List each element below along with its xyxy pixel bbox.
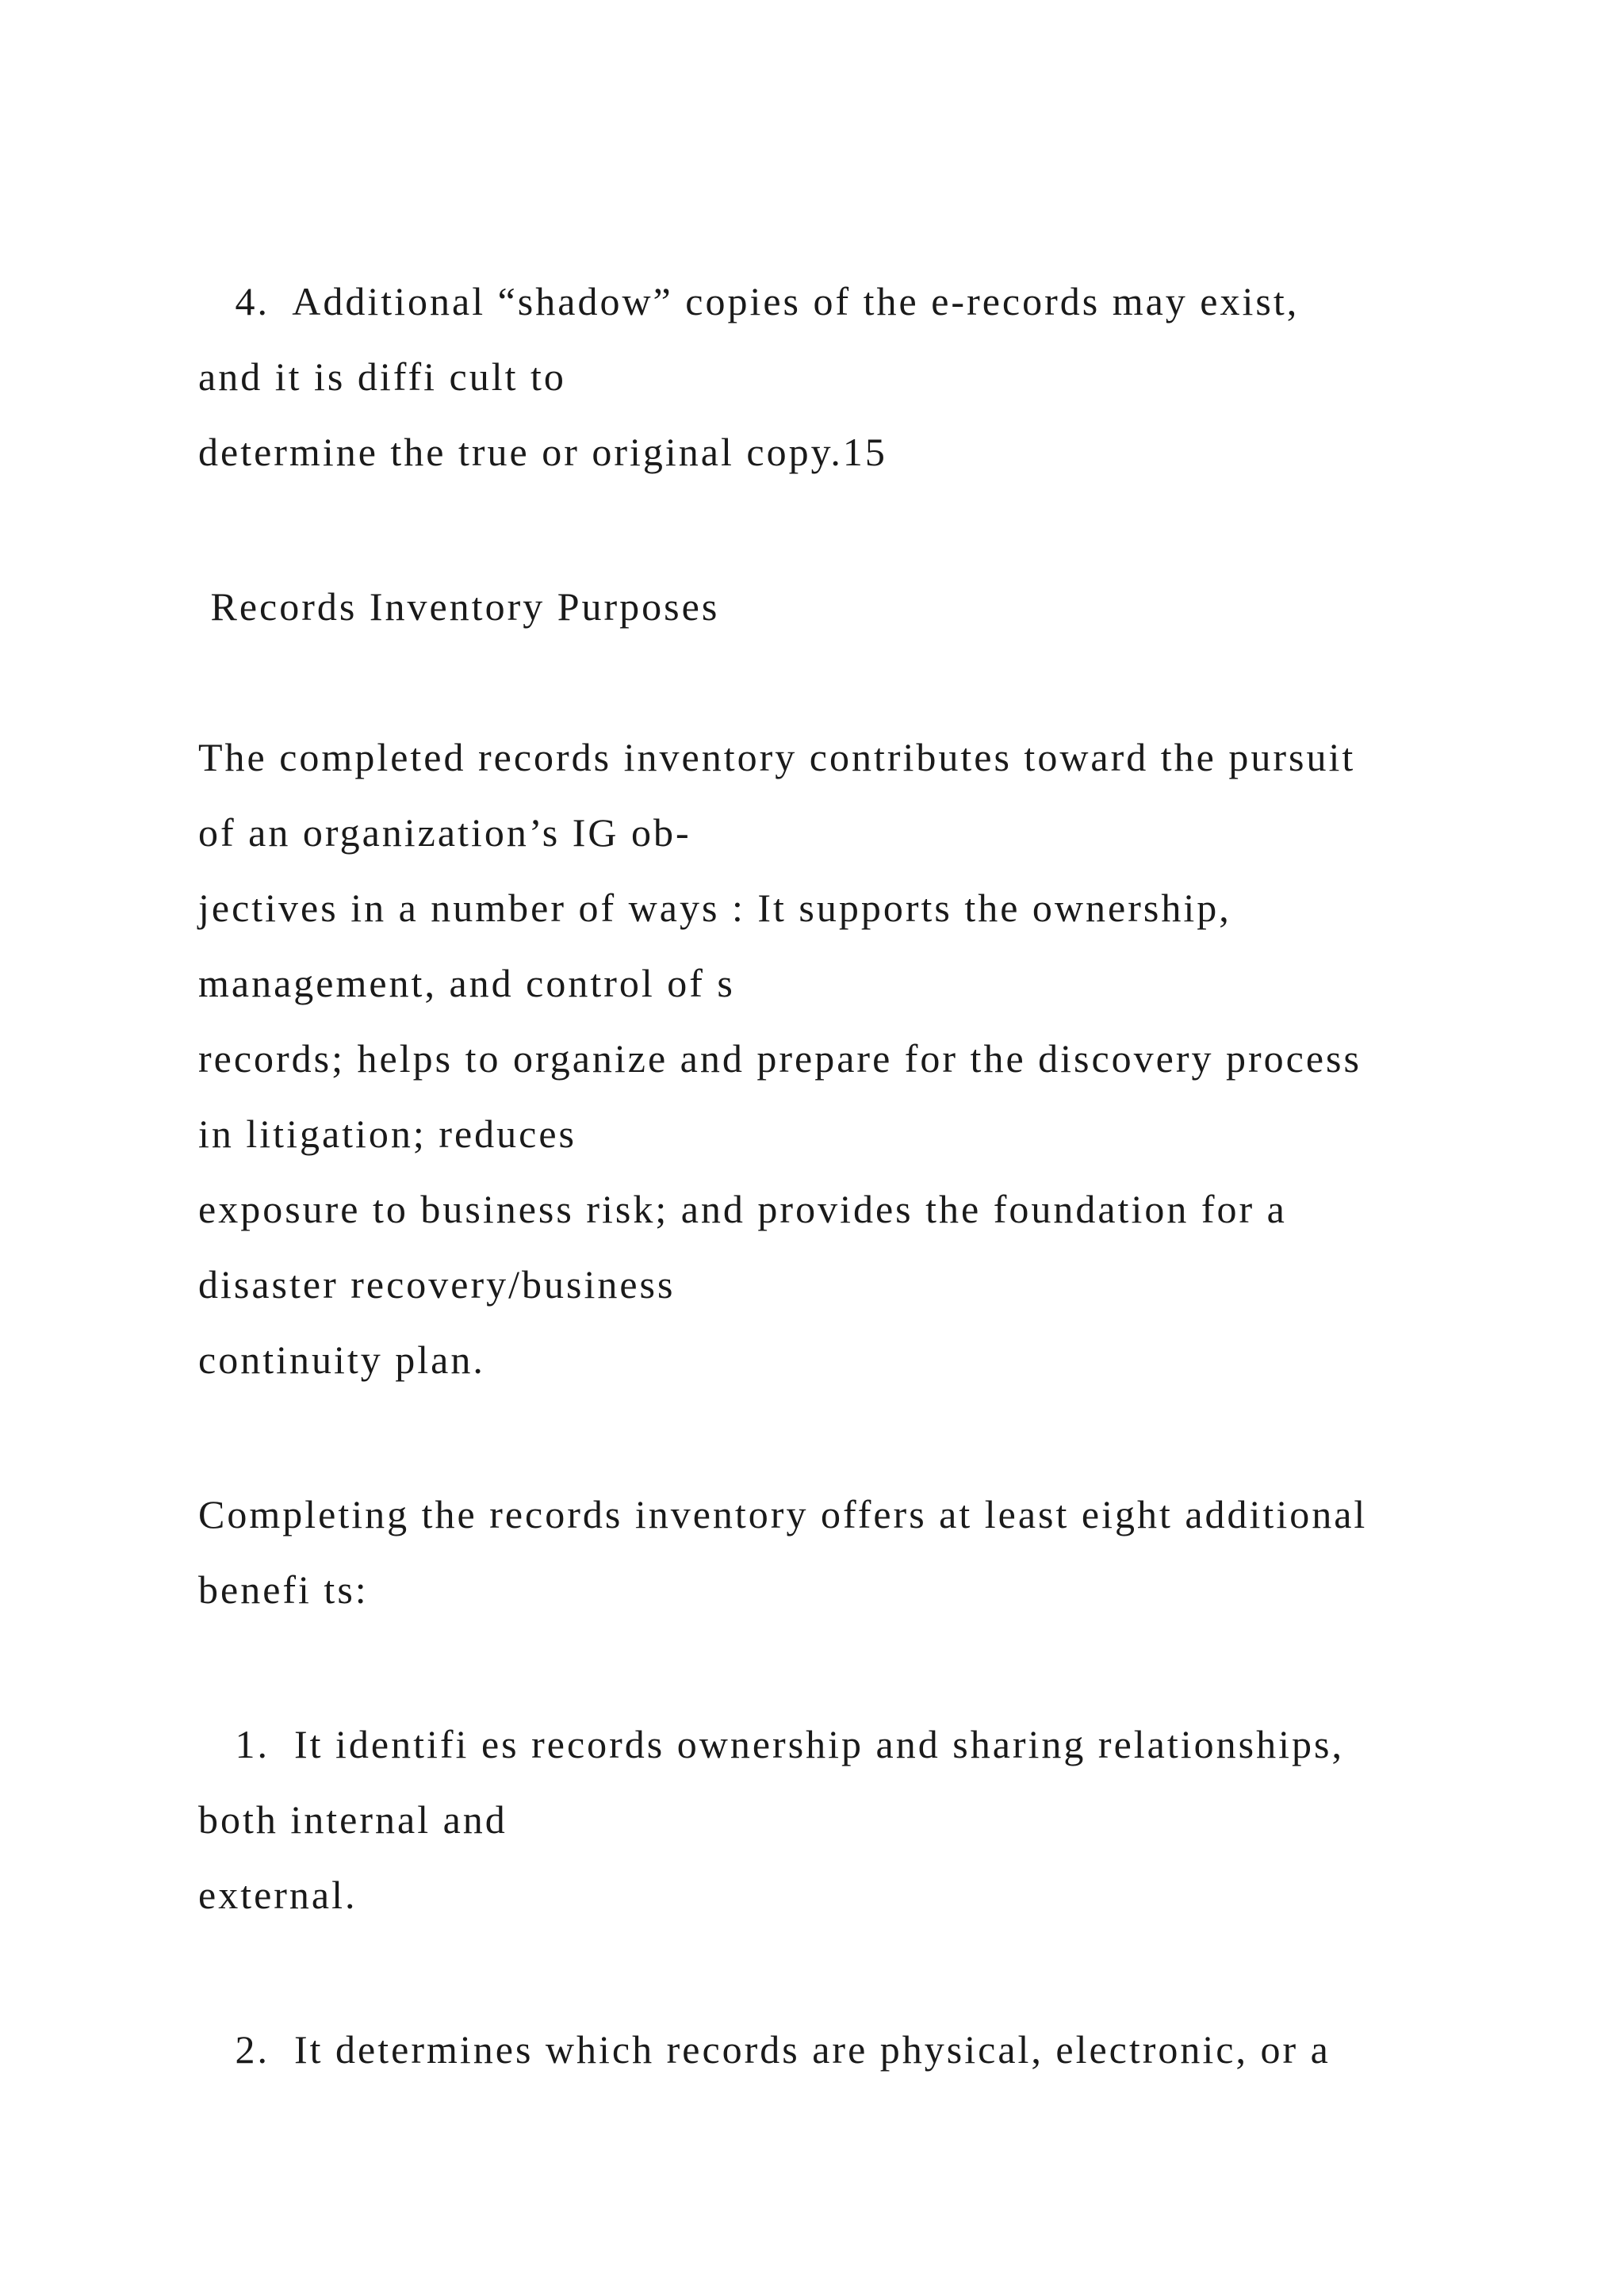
paragraph-1-line-7: exposure to business risk; and provides the foundation for a xyxy=(198,1187,1287,1231)
paragraph-1-line-1: The completed records inventory contributes toward the pursuit xyxy=(198,735,1356,779)
list-item-4-line-1: 4. Additional “shadow” copies of the e-records may exist, xyxy=(198,279,1300,323)
list-item-1-line-2: both internal and xyxy=(198,1797,508,1842)
paragraph-1-line-4: management, and control of s xyxy=(198,961,735,1005)
paragraph-2-line-2: benefi ts: xyxy=(198,1567,369,1612)
list-item-2-line-1: 2. It determines which records are physical, electronic, or a xyxy=(198,2027,1331,2072)
section-heading: Records Inventory Purposes xyxy=(198,584,720,629)
paragraph-1-line-6: in litigation; reduces xyxy=(198,1112,577,1156)
list-item-4-line-3: determine the true or original copy.15 xyxy=(198,430,887,474)
list-item-1-line-1: 1. It identifi es records ownership and sharing relationships, xyxy=(198,1722,1344,1766)
paragraph-1-line-5: records; helps to organize and prepare for the discovery process xyxy=(198,1036,1362,1081)
paragraph-1-line-8: disaster recovery/business xyxy=(198,1262,676,1307)
list-item-1-line-3: external. xyxy=(198,1873,358,1917)
paragraph-2-line-1: Completing the records inventory offers at least eight additional xyxy=(198,1492,1368,1536)
paragraph-1-line-3: jectives in a number of ways : It supports the ownership, xyxy=(198,886,1231,930)
paragraph-1-line-2: of an organization’s IG ob- xyxy=(198,810,691,855)
paragraph-1-line-9: continuity plan. xyxy=(198,1337,485,1382)
list-item-4-line-2: and it is diffi cult to xyxy=(198,354,566,399)
